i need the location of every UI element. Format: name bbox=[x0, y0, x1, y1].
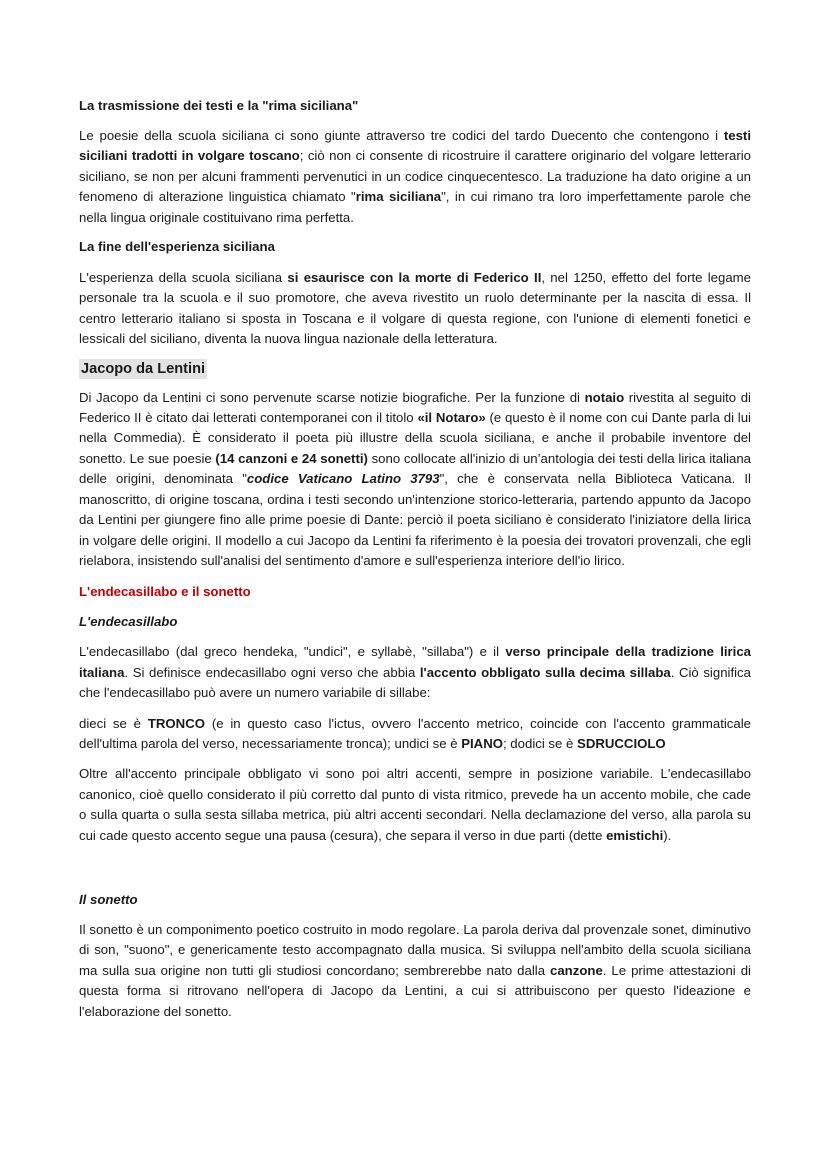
paragraph-endecasillabo-sillabe: dieci se è TRONCO (e in questo caso l'ictus, ovvero l'accento metrico, coincide con l'accento grammaticale dell'ultima parola del verso, necessariamente tronca); undici se è PIANO; dodici se è SDRUCCIOLO bbox=[79, 715, 751, 751]
highlighted-heading-jacopo: Jacopo da Lentini bbox=[81, 360, 206, 377]
heading-endecasillabo-sonetto: L'endecasillabo e il sonetto bbox=[79, 584, 251, 600]
heading-jacopo bbox=[79, 359, 751, 379]
heading-trasmissione: La trasmissione dei testi e la "rima siciliana" bbox=[79, 98, 359, 113]
paragraph-trasmissione: Le poesie della scuola siciliana ci sono giunte attraverso tre codici del tardo Duecento che contengono i testi siciliani tradotti in volgare toscano; ciò non ci consente di ricostruire il carattere originario del volgare letterario siciliano, se non per alcuni frammenti pervenutici in un codice cinquecentesco. La traduzione ha dato origine a un fenomeno di alterazione linguistica chiamato "rima siciliana", in cui rimano tra loro imperfettamente parole che nella lingua originale costituivano rima perfetta. bbox=[79, 128, 751, 225]
paragraph-endecasillabo-accenti: Oltre all'accento principale obbligato vi sono poi altri accenti, sempre in posizione variabile. L'endecasillabo canonico, cioè quello considerato il più corretto dal punto di vista ritmico, prevede ha un accento mobile, che cade o sulla quarta o sulla sesta sillaba metrica, più altri accenti secondari. Nella declamazione del verso, alla parola su cui cade questo accento segue una pausa (cesura), che separa il verso in due parti (dette emistichi). bbox=[79, 766, 751, 843]
paragraph-endecasillabo-definizione: L'endecasillabo (dal greco hendeka, "undici", e syllabè, "sillaba") e il verso principale della tradizione lirica italiana. Si definisce endecasillabo ogni verso che abbia l'accento obbligato sulla decima sillaba. Ciò significa che l'endecasillabo può avere un numero variabile di sillabe: bbox=[79, 644, 751, 701]
document-page bbox=[79, 96, 751, 1022]
paragraph-sonetto: Il sonetto è un componimento poetico costruito in modo regolare. La parola deriva dal provenzale sonet, diminutivo di son, "suono", e genericamente testo accompagnato dalla musica. Si sviluppa nell'ambito della scuola siciliana ma sulla sua origine non tutti gli studiosi concordano; sembrerebbe nato dalla canzone. Le prime attestazioni di questa forma si ritrovano nell'opera di Jacopo da Lentini, a cui si attribuiscono per questo l'ideazione e l'elaborazione del sonetto. bbox=[79, 921, 751, 1019]
heading-sonetto: Il sonetto bbox=[79, 891, 138, 907]
paragraph-jacopo: Di Jacopo da Lentini ci sono pervenute scarse notizie biografiche. Per la funzione di notaio rivestita al seguito di Federico II è citato dai letterati contemporanei con il titolo «il Notaro» (e questo è il nome con cui Dante parla di lui nella Commedia). È considerato il poeta più illustre della scuola siciliana, e anche il probabile inventore del sonetto. Le sue poesie (14 canzoni e 24 sonetti) sono collocate all'inizio di un’antologia dei testi della lirica italiana delle origini, denominata "codice Vaticano Latino 3793", che è conservata nella Biblioteca Vaticana. Il manoscritto, di origine toscana, ordina i testi secondo un'intenzione storico-letteraria, partendo appunto da Jacopo da Lentini per giungere fino alle prime poesie di Dante: perciò il poeta siciliano è considerato l'iniziatore della lirica in volgare delle origini. Il modello a cui Jacopo da Lentini fa riferimento è la poesia dei trovatori provenzali, che egli rielabora, insistendo sull'analisi del sentimento d'amore e sull'esperienza interiore dell'io lirico. bbox=[79, 389, 751, 568]
heading-endecasillabo: L'endecasillabo bbox=[79, 614, 178, 630]
paragraph-fine-esperienza: L'esperienza della scuola siciliana si esaurisce con la morte di Federico II, nel 1250, effetto del forte legame personale tra la scuola e il suo promotore, che aveva rivestito un ruolo determinante per la nascita di essa. Il centro letterario italiano si sposta in Toscana e il volgare di questa regione, con l'unione di elementi fonetici e lessicali del siciliano, diventa la nuova lingua nazionale della letteratura. bbox=[79, 270, 751, 347]
heading-fine-esperienza: La fine dell'esperienza siciliana bbox=[79, 239, 275, 255]
